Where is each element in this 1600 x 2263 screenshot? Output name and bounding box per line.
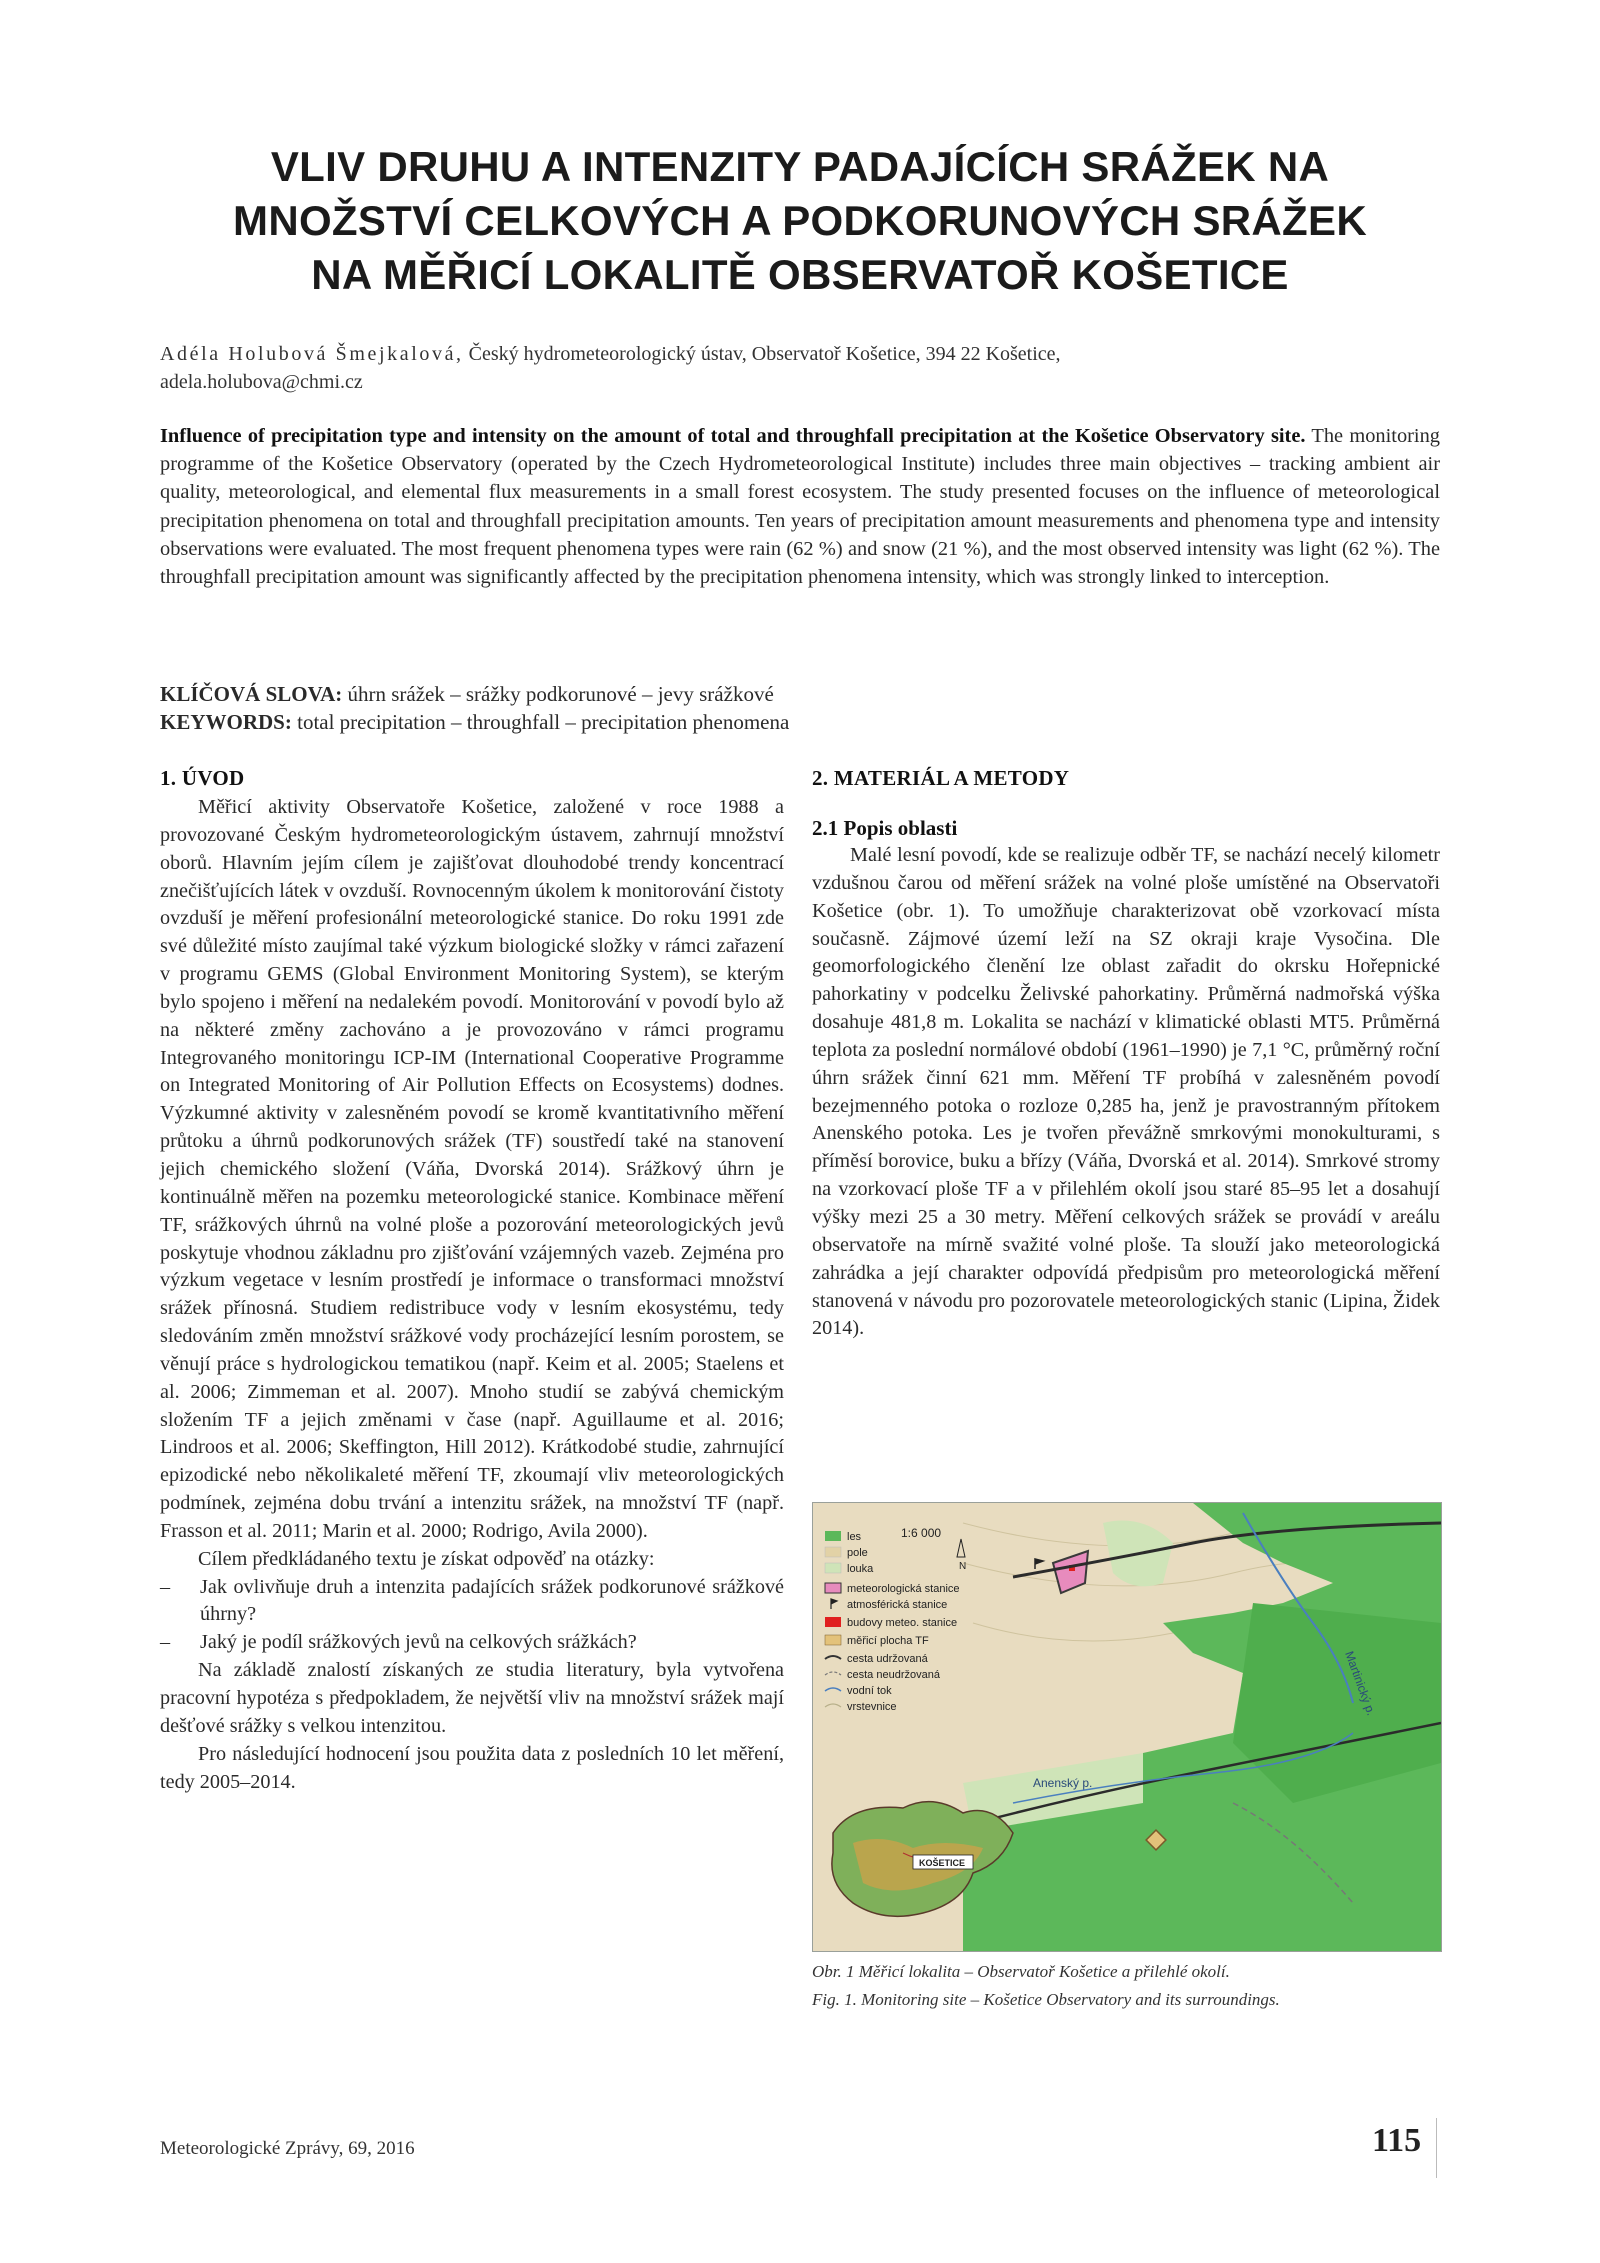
legend-swatch-forest bbox=[825, 1531, 841, 1541]
question-1: Jak ovlivňuje druh a intenzita padajících srážek podkorunové srážkové úhrny? bbox=[200, 1575, 784, 1626]
legend-label-buildings: budovy meteo. stanice bbox=[847, 1617, 958, 1629]
list-item bbox=[160, 1629, 784, 1657]
abstract bbox=[160, 422, 1440, 591]
title-line-3: NA MĚŘICÍ LOKALITĚ OBSERVATOŘ KOŠETICE bbox=[311, 251, 1289, 298]
right-column bbox=[812, 764, 1440, 1343]
map-river-label-2: Anenský p. bbox=[1033, 1776, 1093, 1790]
inset-label: KOŠETICE bbox=[919, 1858, 966, 1868]
map-north-label: N bbox=[959, 1561, 967, 1572]
question-list bbox=[160, 1574, 784, 1658]
author-name: Adéla Holubová Šmejkalová, bbox=[160, 343, 464, 365]
legend-label-atmos: atmosférická stanice bbox=[847, 1599, 948, 1611]
title-line-2: MNOŽSTVÍ CELKOVÝCH A PODKORUNOVÝCH SRÁŽEK bbox=[233, 197, 1367, 244]
author-affiliation: Český hydrometeorologický ústav, Observatoř Košetice, 394 22 Košetice, bbox=[463, 343, 1061, 365]
legend-swatch-meadow bbox=[825, 1563, 841, 1573]
question-2: Jaký je podíl srážkových jevů na celkových srážkách? bbox=[200, 1631, 637, 1654]
section-1-paragraph-1: Měřicí aktivity Observatoře Košetice, založené v roce 1988 a provozované Českým hydrometeorologickým ústavem, zahrnují množství oborů. Hlavním jejím cílem je zajišťovat dlouhodobé trendy koncentrací znečišťujících látek v ovzduší. Rovnocenným úkolem k monitorování čistoty ovzduší je měření profesionální meteorologické stanice. Do roku 1991 zde své důležité místo zaujímal také výzkum biologické složky v rámci zařazení v programu GEMS (Global Environment Monitoring System), se kterým bylo spojeno i měření na nedalekém povodí. Monitorování v povodí bylo až na některé změny zachováno a je provozováno v rámci programu Integrovaného monitoringu ICP-IM (International Cooperative Programme on Integrated Monitoring of Air Pollution Effects on Ecosystems) dodnes. Výzkumné aktivity v zalesněném povodí se kromě kvantitativního měření průtoku a úhrnů podkorunových srážek (TF) soustředí také na stanovení jejich chemického složení (Váňa, Dvorská 2014). Srážkový úhrn je kontinuálně měřen na pozemku meteorologické stanice. Kombinace měření TF, srážkových úhrnů na volné ploše a pozorování meteorologických jevů poskytuje vhodnou základnu pro zjišťování vzájemných vazeb. Zejména pro výzkum vegetace v lesním prostředí je informace o transformaci množství srážek přínosná. Studiem redistribuce vody v lesním ekosystému, tedy sledováním změn množství srážkové vody procházející lesním porostem, se věnují práce s hydrologickou tematikou (např. Keim et al. 2005; Staelens et al. 2006; Zimmeman et al. 2007). Mnoho studií se zabývá chemickým složením TF a jejich změnami v čase (např. Aguillaume et al. 2016; Lindroos et al. 2006; Skeffington, Hill 2012). Krátkodobé studie, zahrnující epizodické nebo několikaleté měření TF, zkoumají vliv meteorologických podmínek, zejména dobu trvání a intenzitu srážek, na množství TF (např. Frasson et al. 2011; Marin et al. 2000; Rodrigo, Avila 2000). bbox=[160, 796, 784, 1542]
section-2-paragraph-1: Malé lesní povodí, kde se realizuje odběr TF, se nachází necelý kilometr vzdušnou čarou od měření srážek na volné ploše umístěné na Observatoři Košetice (obr. 1). To umožňuje charakterizovat obě vzorkovací místa současně. Zájmové území leží na SZ okraji kraje Vysočina. Dle geomorfologického členění lze oblast zařadit do okrsku Hořepnické pahorkatiny v podcelku Želivské pahorkatiny. Průměrná nadmořská výška dosahuje 481,8 m. Lokalita se nachází v klimatické oblasti MT5. Průměrná teplota za poslední normálové období (1961–1990) je 7,1 °C, průměrný roční úhrn srážek činní 621 mm. Měření TF probíhá v zalesněném povodí bezejmenného potoka o rozloze 0,285 ha, jenž je pravostranným přítokem Anenského potoka. Les je tvořen převážně smrkovými monokulturami, s příměsí borovice, buku a břízy (Váňa, Dvorská et al. 2014). Smrkové stromy na vzorkovací ploše TF a v přilehlém okolí jsou staré 85–95 let a dosahují výšky mezi 25 a 30 metry. Měření celkových srážek se provádí v areálu observatoře na mírně svažité volné ploše. Ta slouží jako meteorologická zahrádka a její charakter odpovídá předpisům pro meteorologická měření stanovená v návodu pro pozorovatele meteorologických stanic (Lipina, Židek 2014). bbox=[812, 844, 1440, 1340]
legend-label-field: pole bbox=[847, 1547, 868, 1559]
legend-label-stream: vodní tok bbox=[847, 1685, 892, 1697]
legend-label-road: cesta udržovaná bbox=[847, 1653, 928, 1665]
section-2-heading: 2. MATERIÁL A METODY bbox=[812, 766, 1070, 790]
abstract-text: The monitoring programme of the Košetice Observatory (operated by the Czech Hydrometeorological Institute) includes three main objectives – tracking ambient air quality, meteorological, and elemental flux measurements in a small forest ecosystem. The study presented focuses on the influence of meteorological precipitation phenomena on total and throughfall precipitation amounts. Ten years of precipitation amount measurements and phenomena type and intensity observations were evaluated. The most frequent phenomena types were rain (62 %) and snow (21 %), and the most observed intensity was light (62 %). The throughfall precipitation amount was significantly affected by the precipitation phenomena intensity, which was strongly linked to interception. bbox=[160, 425, 1440, 589]
map-river-label-1: Martinický p. bbox=[1342, 1649, 1379, 1718]
legend-label-tf: měřicí plocha TF bbox=[847, 1635, 929, 1647]
keywords-cz: úhrn srážek – srážky podkorunové – jevy srážkové bbox=[342, 682, 774, 706]
list-item bbox=[160, 1574, 784, 1630]
left-column bbox=[160, 764, 784, 1796]
legend-label-path: cesta neudržovaná bbox=[847, 1669, 940, 1681]
article-title bbox=[160, 140, 1440, 302]
author-email[interactable]: adela.holubova@chmi.cz bbox=[160, 371, 363, 393]
abstract-title: Influence of precipitation type and intensity on the amount of total and throughfall precipitation at the Košetice Observatory site. bbox=[160, 425, 1306, 447]
legend-label-contour: vrstevnice bbox=[847, 1701, 897, 1713]
title-line-1: VLIV DRUHU A INTENZITY PADAJÍCÍCH SRÁŽEK NA bbox=[270, 143, 1330, 190]
section-1-paragraph-3: Na základě znalostí získaných ze studia literatury, byla vytvořena pracovní hypotéza s předpokladem, že největší vliv na množství srážek mají dešťové srážky s velkou intenzitou. bbox=[160, 1659, 784, 1737]
legend-swatch-tf bbox=[825, 1635, 841, 1645]
section-1-paragraph-4: Pro následující hodnocení jsou použita data z posledních 10 let měření, tedy 2005–2014. bbox=[160, 1742, 784, 1793]
map-legend-panel bbox=[819, 1509, 959, 1749]
journal-footer: Meteorologické Zprávy, 69, 2016 bbox=[160, 2138, 415, 2159]
legend-label-meadow: louka bbox=[847, 1563, 874, 1575]
keywords-en: total precipitation – throughfall – precipitation phenomena bbox=[291, 710, 790, 734]
legend-swatch-meteo bbox=[825, 1583, 841, 1593]
legend-swatch-field bbox=[825, 1547, 841, 1557]
list-dash: – bbox=[160, 1575, 171, 1598]
map-svg bbox=[813, 1503, 1441, 1951]
caption-cz: Obr. 1 Měřicí lokalita – Observatoř Košetice a přilehlé okolí. bbox=[812, 1962, 1230, 1981]
footer-divider bbox=[1436, 2118, 1437, 2178]
section-2-1-heading: 2.1 Popis oblasti bbox=[812, 816, 958, 840]
figure-map bbox=[812, 1502, 1442, 1952]
legend-label-forest: les bbox=[847, 1531, 862, 1543]
legend-label-meteo: meteorologická stanice bbox=[847, 1583, 960, 1595]
legend-swatch-buildings bbox=[825, 1617, 841, 1627]
keywords-cz-label: KLÍČOVÁ SLOVA: bbox=[160, 682, 343, 706]
page-number: 115 bbox=[1372, 2122, 1422, 2159]
section-1-heading: 1. ÚVOD bbox=[160, 766, 245, 790]
caption-en: Fig. 1. Monitoring site – Košetice Observatory and its surroundings. bbox=[812, 1990, 1280, 2009]
keywords-en-label: KEYWORDS: bbox=[160, 710, 292, 734]
author-block bbox=[160, 340, 1440, 396]
list-dash: – bbox=[160, 1631, 171, 1654]
keywords-block bbox=[160, 680, 1440, 736]
section-1-paragraph-2: Cílem předkládaného textu je získat odpověď na otázky: bbox=[198, 1547, 655, 1570]
figure-caption bbox=[812, 1958, 1440, 2014]
map-scale: 1:6 000 bbox=[901, 1526, 942, 1540]
